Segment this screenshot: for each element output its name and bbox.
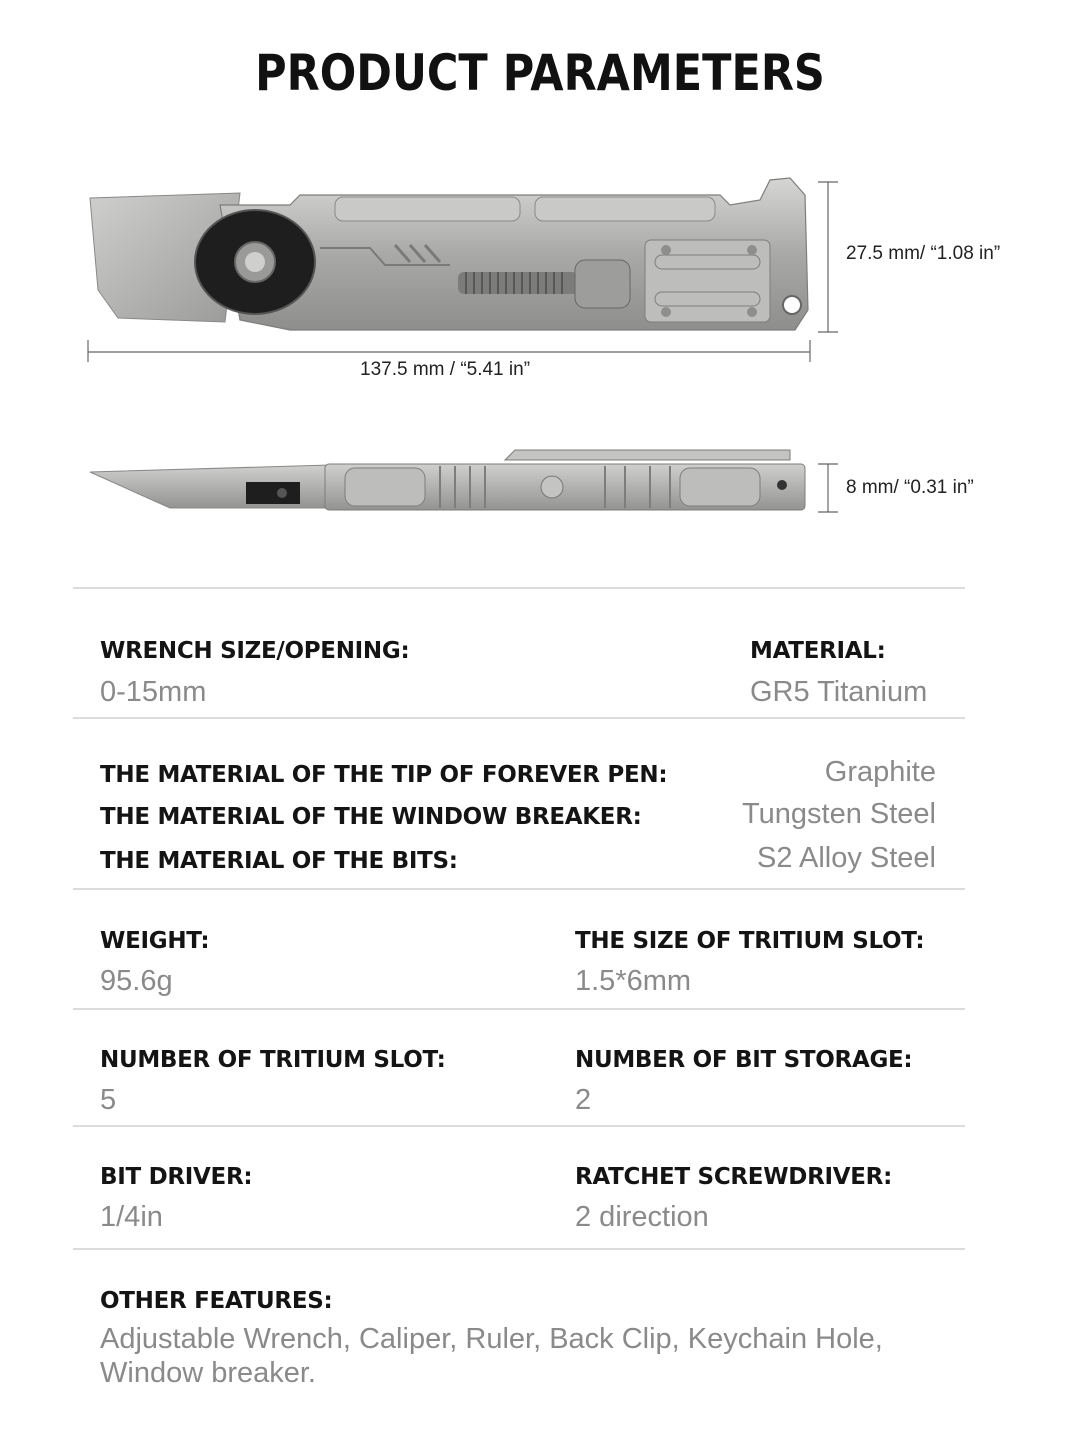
- bit-driver-label: BIT DRIVER:: [100, 1164, 253, 1190]
- bits-material-value: S2 Alloy Steel: [757, 842, 936, 874]
- bits-material-label: THE MATERIAL OF THE BITS:: [100, 848, 458, 874]
- length-dimension: 137.5 mm / “5.41 in”: [360, 359, 531, 380]
- divider: [73, 1125, 965, 1127]
- tritium-slot-size-label: THE SIZE OF TRITIUM SLOT:: [575, 928, 925, 954]
- divider: [73, 587, 965, 589]
- wrench-size-label: WRENCH SIZE/OPENING:: [100, 638, 410, 664]
- thickness-dimension: 8 mm/ “0.31 in”: [846, 477, 974, 498]
- pen-tip-material-value: Graphite: [824, 756, 936, 788]
- window-breaker-material-label: THE MATERIAL OF THE WINDOW BREAKER:: [100, 804, 642, 830]
- page-title: PRODUCT PARAMETERS: [255, 44, 825, 102]
- height-dimension: 27.5 mm/ “1.08 in”: [846, 243, 1001, 264]
- pen-tip-material-label: THE MATERIAL OF THE TIP OF FOREVER PEN:: [100, 762, 668, 788]
- bit-storage-value: 2: [575, 1084, 592, 1116]
- other-features-label: OTHER FEATURES:: [100, 1288, 333, 1314]
- divider: [73, 1008, 965, 1010]
- divider: [73, 717, 965, 719]
- divider: [73, 1248, 965, 1250]
- tool-top-view-image: [0, 0, 1080, 400]
- tritium-slot-count-label: NUMBER OF TRITIUM SLOT:: [100, 1047, 446, 1073]
- material-label: MATERIAL:: [750, 638, 886, 664]
- bit-storage-label: NUMBER OF BIT STORAGE:: [575, 1047, 913, 1073]
- weight-value: 95.6g: [100, 965, 173, 997]
- other-features-value: Adjustable Wrench, Caliper, Ruler, Back Clip, Keychain Hole, Window breaker.: [100, 1323, 883, 1389]
- divider: [73, 888, 965, 890]
- tritium-slot-size-value: 1.5*6mm: [575, 965, 692, 997]
- ratchet-screwdriver-label: RATCHET SCREWDRIVER:: [575, 1164, 892, 1190]
- window-breaker-material-value: Tungsten Steel: [742, 798, 936, 830]
- weight-label: WEIGHT:: [100, 928, 210, 954]
- wrench-size-value: 0-15mm: [100, 676, 207, 708]
- tritium-slot-count-value: 5: [100, 1084, 117, 1116]
- material-value: GR5 Titanium: [750, 676, 928, 708]
- ratchet-screwdriver-value: 2 direction: [575, 1201, 709, 1233]
- bit-driver-value: 1/4in: [100, 1201, 163, 1233]
